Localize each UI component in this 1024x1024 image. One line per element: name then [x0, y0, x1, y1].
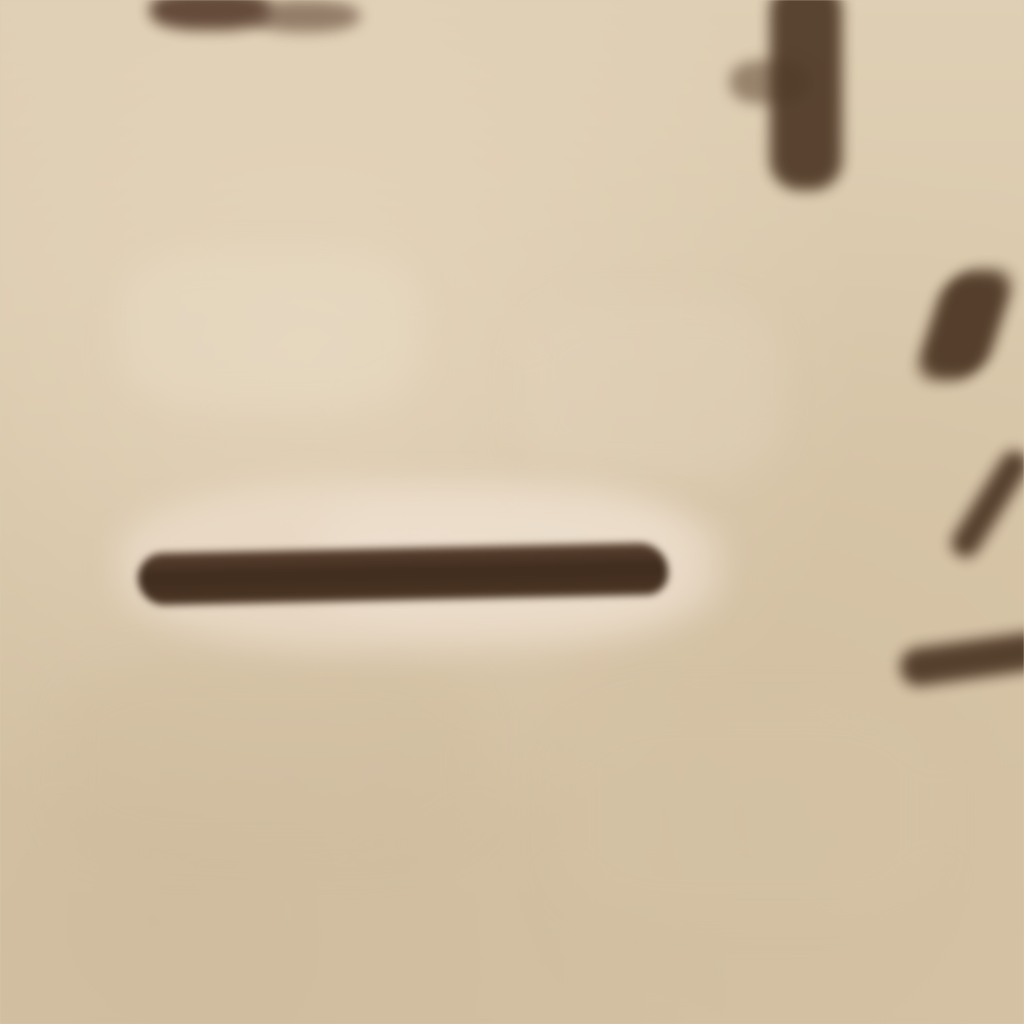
- ink-fragment-right: [898, 630, 1024, 689]
- paper-texture: [560, 700, 940, 920]
- paper-texture: [520, 300, 780, 480]
- ink-fragment-top-left: [250, 0, 360, 32]
- ink-dash-stroke: [138, 542, 669, 605]
- ink-fragment-top-right: [770, 0, 842, 190]
- paper-texture: [60, 660, 480, 860]
- ink-fragment-right: [912, 270, 1018, 380]
- ink-fragment-right: [946, 446, 1024, 563]
- paper-texture: [120, 250, 420, 410]
